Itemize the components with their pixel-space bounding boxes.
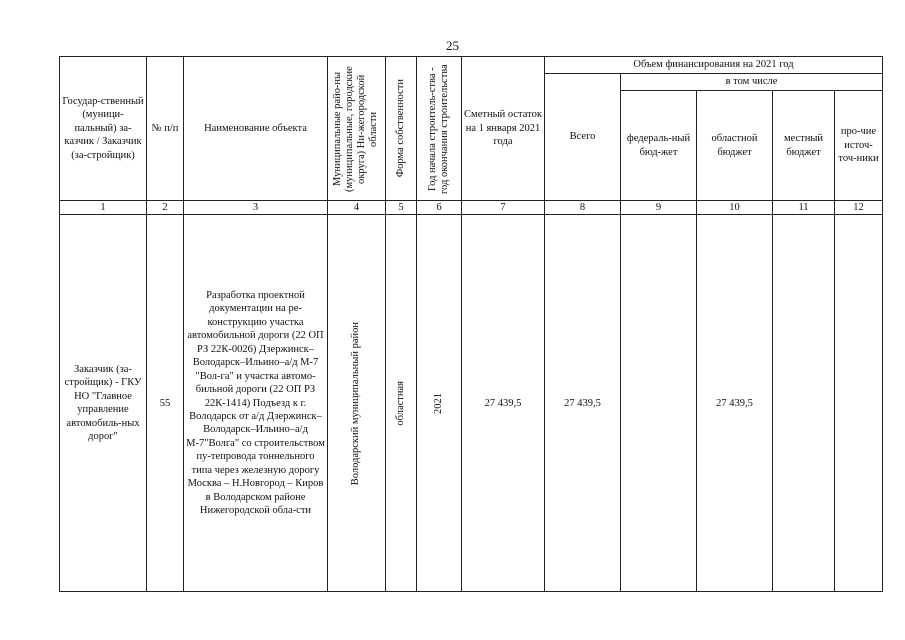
col-num-10: 10 [697, 201, 773, 215]
header-regional: областной бюджет [697, 91, 773, 201]
header-years-text: Год начала строитель-ства - год окончания строительства [426, 63, 450, 194]
table-row [60, 215, 883, 592]
col-num-5: 5 [386, 201, 417, 215]
page-number: 25 [446, 38, 459, 53]
row-other [835, 215, 883, 592]
header-local: местный бюджет [773, 91, 835, 201]
header-total: Всего [545, 74, 621, 201]
header-ownership-text: Форма собственности [394, 79, 406, 178]
header-object-name: Наименование объекта [184, 57, 328, 201]
col-num-11: 11 [773, 201, 835, 215]
col-num-3: 3 [184, 201, 328, 215]
header-other: про-чие источ-точ-ники [835, 91, 883, 201]
col-num-8: 8 [545, 201, 621, 215]
col-num-2: 2 [147, 201, 184, 215]
row-regional: 27 439,5 [697, 215, 773, 592]
financing-table [59, 56, 883, 592]
header-including: в том числе [621, 74, 883, 91]
header-federal: федераль-ный бюд-жет [621, 91, 697, 201]
row-customer: Заказчик (за-стройщик) - ГКУ НО "Главное управление автомобиль-ных дорог" [60, 215, 147, 592]
col-num-7: 7 [462, 201, 545, 215]
row-district [328, 215, 386, 592]
col-num-9: 9 [621, 201, 697, 215]
header-district [328, 57, 386, 201]
row-federal [621, 215, 697, 592]
row-object-name: Разработка проектной документации на ре-конструкцию участка автомобильной дороги (22 ОП РЗ 22К-0026) Дзержинск–Володарск–Ильино–а/д М-7 "Вол-га" и участка автомо-бильной дороги (22 ОП РЗ 22К-1414) Подъезд к г. Володарск от а/д Дзержинск–Володарск–Ильино–а/д М-7"Волга" со строительством пу-тепровода тоннельного типа через железную дорогу Москва – Н.Новгород – Киров в Володарском районе Нижегородской обла-сти [184, 215, 328, 592]
header-customer: Государ-ственный (муници-пальный) за-казчик / Заказчик (за-стройщик) [60, 57, 147, 201]
col-num-6: 6 [417, 201, 462, 215]
col-num-12: 12 [835, 201, 883, 215]
row-local [773, 215, 835, 592]
row-total: 27 439,5 [545, 215, 621, 592]
header-district-text: Муниципальные райо-ны (муниципальные, городские округа) Ни-жегородской области [332, 65, 380, 192]
header-estimate: Сметный остаток на 1 января 2021 года [462, 57, 545, 201]
row-years-text: 2021 [432, 392, 444, 414]
row-district-text: Володарский муниципальный район [350, 321, 362, 485]
header-row-1 [60, 57, 883, 74]
header-financing: Объем финансирования на 2021 год [545, 57, 883, 74]
row-estimate: 27 439,5 [462, 215, 545, 592]
row-number: 55 [147, 215, 184, 592]
col-num-4: 4 [328, 201, 386, 215]
col-num-1: 1 [60, 201, 147, 215]
column-number-row [60, 201, 883, 215]
row-years [417, 215, 462, 592]
header-years [417, 57, 462, 201]
header-ownership [386, 57, 417, 201]
row-ownership-text: областная [394, 380, 406, 426]
row-ownership [386, 215, 417, 592]
header-number: № п/п [147, 57, 184, 201]
